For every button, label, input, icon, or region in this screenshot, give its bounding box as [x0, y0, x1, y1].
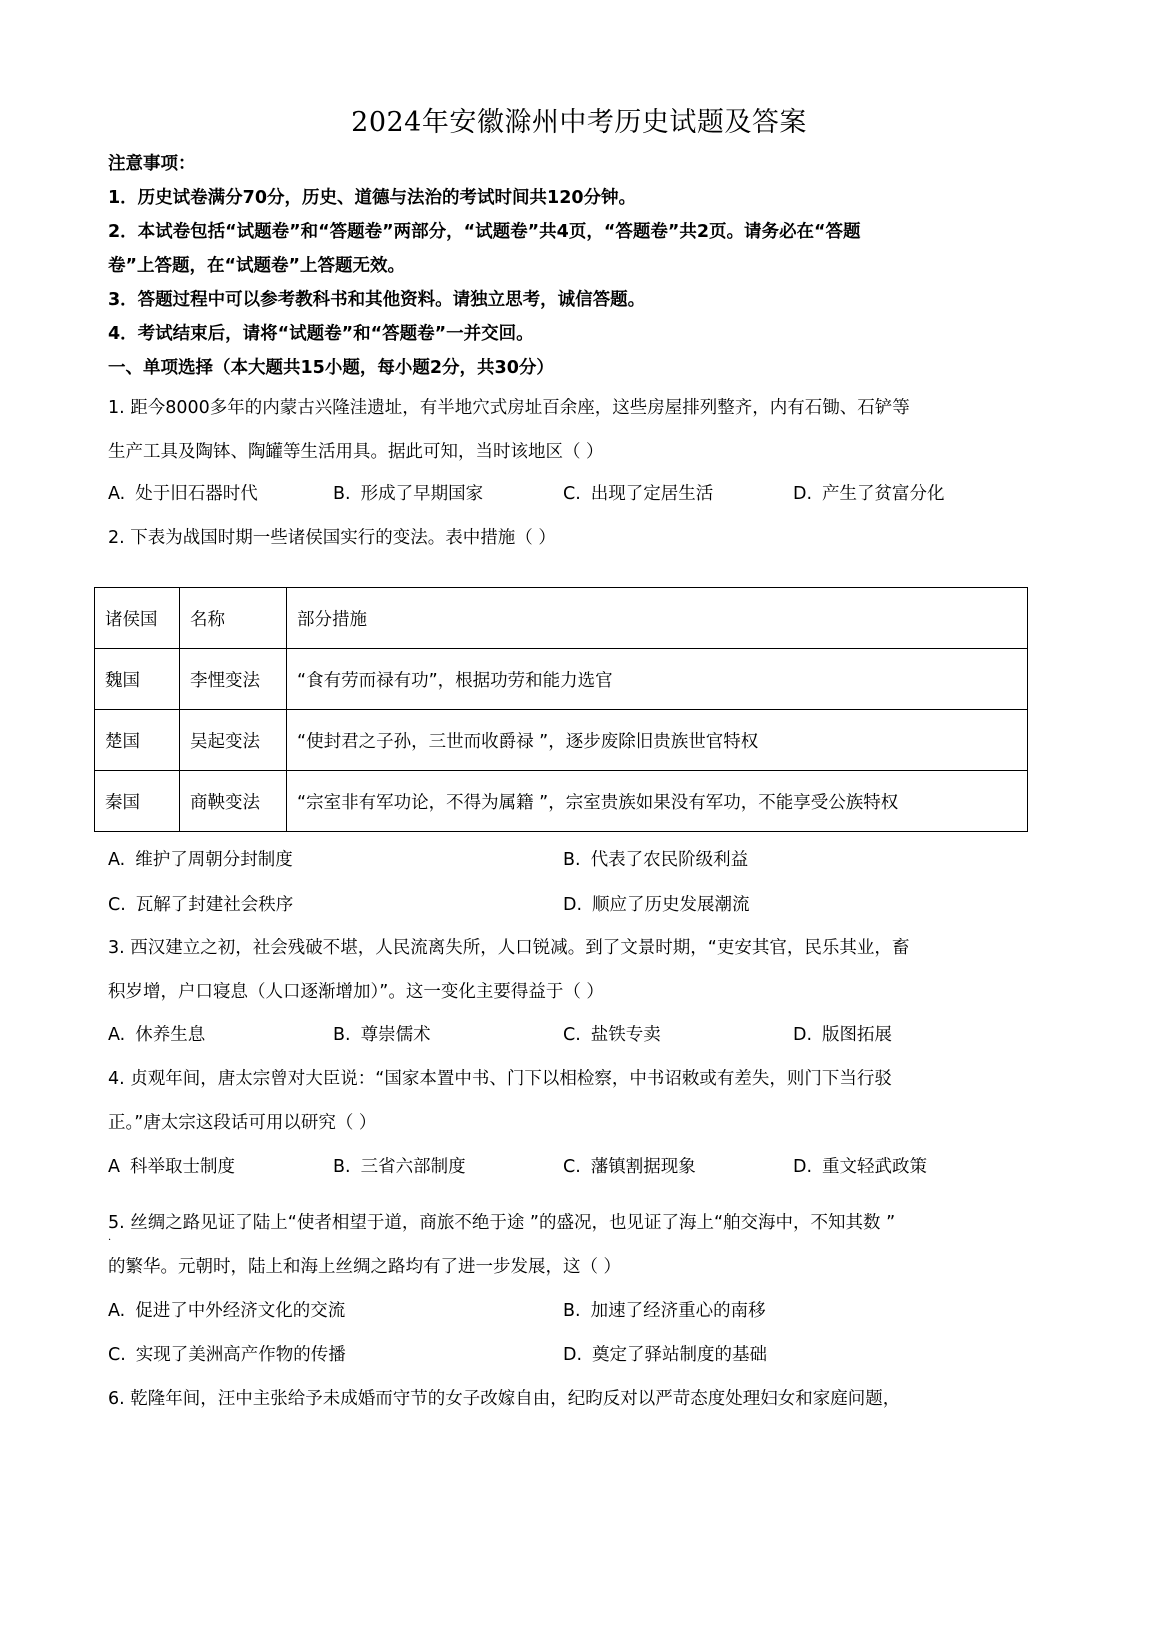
stray-dot: ·	[108, 1235, 112, 1246]
question-4-option-d: D. 重文轻武政策	[793, 1157, 928, 1177]
question-5-line-1: 5. 丝绸之路见证了陆上“使者相望于道，商旅不绝于途 ”的盛况，也见证了海上“舶交海中，不知其数 ”	[108, 1213, 896, 1233]
table-header-row	[95, 588, 1028, 649]
question-1-option-d: D. 产生了贫富分化	[793, 484, 945, 504]
table-cell: 商鞅变法	[180, 771, 287, 832]
question-2-line-1: 2. 下表为战国时期一些诸侯国实行的变法。表中措施（ ）	[108, 528, 556, 548]
question-5-line-2: 的繁华。元朝时，陆上和海上丝绸之路均有了进一步发展，这（ ）	[108, 1257, 622, 1277]
question-1-option-b: B. 形成了早期国家	[333, 484, 484, 504]
question-2-option-a: A. 维护了周朝分封制度	[108, 850, 293, 870]
table-row	[95, 771, 1028, 832]
page-title: 2024年安徽滁州中考历史试题及答案	[351, 107, 807, 138]
question-4-option-b: B. 三省六部制度	[333, 1157, 466, 1177]
table-cell: 李悝变法	[180, 649, 287, 710]
table-cell: “使封君之子孙，三世而收爵禄 ”，逐步废除旧贵族世官特权	[287, 710, 1028, 771]
question-1-line-1: 1. 距今8000多年的内蒙古兴隆洼遗址，有半地穴式房址百余座，这些房屋排列整齐，内有石锄、石铲等	[108, 398, 910, 418]
question-1-option-c: C. 出现了定居生活	[563, 484, 714, 504]
table-cell: 魏国	[95, 649, 180, 710]
reform-table	[94, 587, 1028, 832]
question-1-line-2: 生产工具及陶钵、陶罐等生活用具。据此可知，当时该地区（ ）	[108, 442, 604, 462]
question-3-option-b: B. 尊崇儒术	[333, 1025, 431, 1045]
table-cell: 秦国	[95, 771, 180, 832]
question-3-line-1: 3. 西汉建立之初，社会残破不堪，人民流离失所，人口锐减。到了文景时期，“吏安其官，民乐其业，畜	[108, 938, 910, 958]
table-cell: 吴起变法	[180, 710, 287, 771]
table-cell: 楚国	[95, 710, 180, 771]
question-5-option-b: B. 加速了经济重心的南移	[563, 1301, 766, 1321]
notice-item-3: 3．答题过程中可以参考教科书和其他资料。请独立思考，诚信答题。	[108, 290, 646, 310]
notice-item-4: 4．考试结束后，请将“试题卷”和“答题卷”一并交回。	[108, 324, 534, 344]
question-5-option-d: D. 奠定了驿站制度的基础	[563, 1345, 768, 1365]
question-3-option-a: A. 休养生息	[108, 1025, 206, 1045]
table-header-cell: 诸侯国	[95, 588, 180, 649]
table-cell: “食有劳而禄有功”，根据功劳和能力选官	[287, 649, 1028, 710]
table-cell: “宗室非有军功论，不得为属籍 ”，宗室贵族如果没有军功，不能享受公族特权	[287, 771, 1028, 832]
table-row	[95, 710, 1028, 771]
notice-heading: 注意事项：	[108, 154, 196, 174]
question-4-option-c: C. 藩镇割据现象	[563, 1157, 696, 1177]
table-header-cell: 部分措施	[287, 588, 1028, 649]
question-2-option-d: D. 顺应了历史发展潮流	[563, 895, 750, 915]
question-4-option-a: A 科举取士制度	[108, 1157, 235, 1177]
table-header-cell: 名称	[180, 588, 287, 649]
question-6-line-1: 6. 乾隆年间，汪中主张给予未成婚而守节的女子改嫁自由，纪昀反对以严苛态度处理妇女和家庭问题，	[108, 1389, 901, 1409]
question-5-option-c: C. 实现了美洲高产作物的传播	[108, 1345, 346, 1365]
question-2-option-c: C. 瓦解了封建社会秩序	[108, 895, 294, 915]
question-3-option-d: D. 版图拓展	[793, 1025, 893, 1045]
question-5-option-a: A. 促进了中外经济文化的交流	[108, 1301, 346, 1321]
question-3-line-2: 积岁增，户口寝息（人口逐渐增加）”。这一变化主要得益于（ ）	[108, 982, 604, 1002]
question-4-line-1: 4. 贞观年间，唐太宗曾对大臣说：“国家本置中书、门下以相检察，中书诏敕或有差失，则门下当行驳	[108, 1069, 892, 1089]
notice-item-2-cont: 卷”上答题，在“试题卷”上答题无效。	[108, 256, 406, 276]
notice-item-2: 2．本试卷包括“试题卷”和“答题卷”两部分，“试题卷”共4页，“答题卷”共2页。请务必在“答题	[108, 222, 861, 242]
question-4-line-2: 正。”唐太宗这段话可用以研究（ ）	[108, 1113, 377, 1133]
table-row	[95, 649, 1028, 710]
question-2-option-b: B. 代表了农民阶级利益	[563, 850, 749, 870]
section-heading: 一、单项选择（本大题共15小题，每小题2分，共30分）	[108, 358, 554, 378]
notice-item-1: 1．历史试卷满分70分，历史、道德与法治的考试时间共120分钟。	[108, 188, 637, 208]
question-3-option-c: C. 盐铁专卖	[563, 1025, 661, 1045]
question-1-option-a: A. 处于旧石器时代	[108, 484, 258, 504]
